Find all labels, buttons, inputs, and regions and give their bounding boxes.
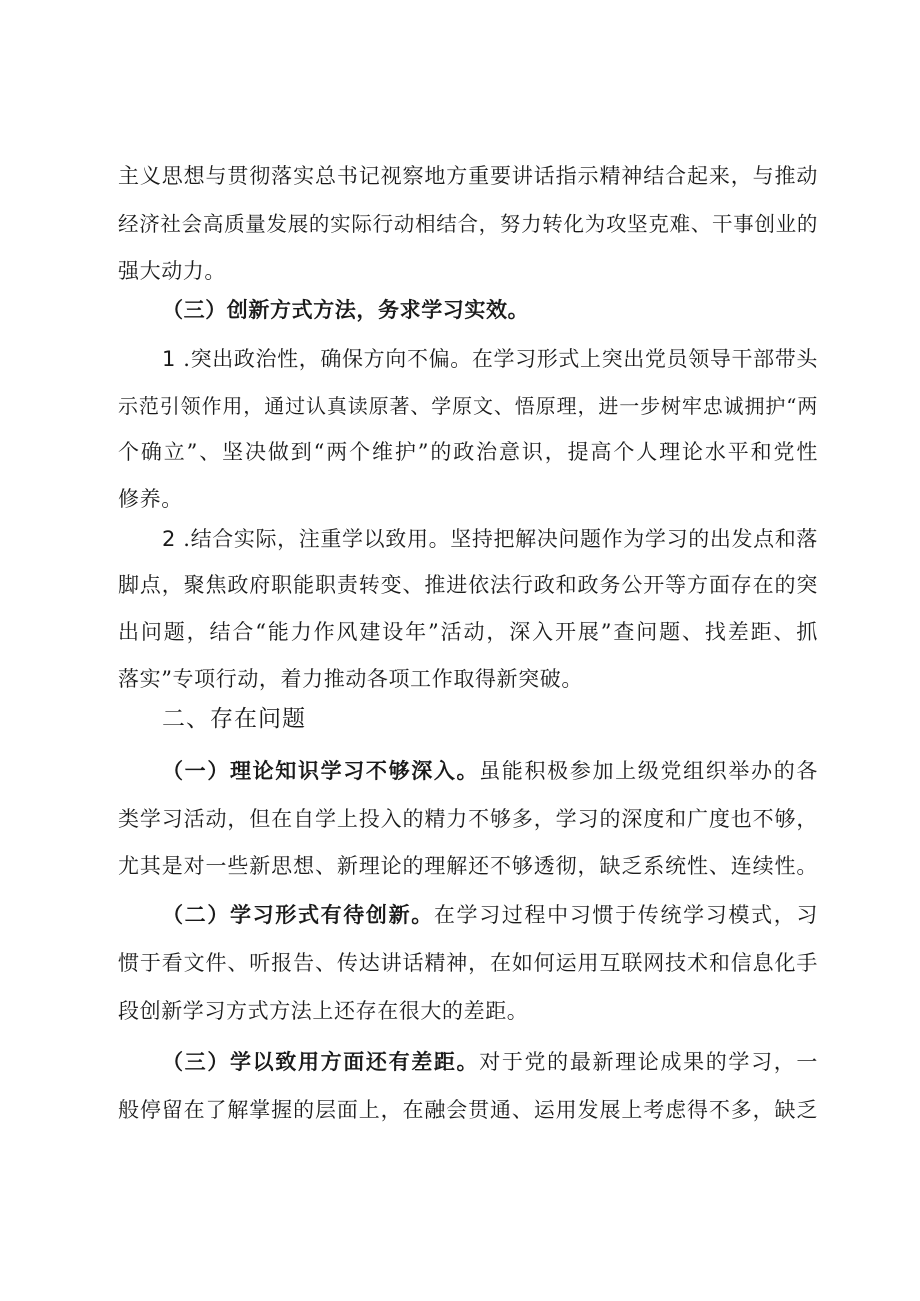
problem-line <box>162 758 818 784</box>
paragraph-line: 类学习活动，但在自学上投入的精力不够多，学习的深度和广度也不够， <box>118 807 818 831</box>
problem-title: （二）学习形式有待创新。 <box>162 902 434 927</box>
paragraph-line: 示范引领作用，通过认真读原著、学原文、悟原理，进一步树牢忠诚拥护“两 <box>118 394 818 418</box>
item-number: 1 <box>162 347 176 371</box>
paragraph-line: 脚点，聚焦政府职能职责转变、推进依法行政和政务公开等方面存在的突 <box>118 573 818 597</box>
part-heading: 二、存在问题 <box>162 706 306 732</box>
numbered-item-line <box>162 526 818 552</box>
problem-text: 在学习过程中习惯于传统学习模式，习 <box>433 903 818 927</box>
problem-title: （一）理论知识学习不够深入。 <box>162 758 480 783</box>
problem-text: 虽能积极参加上级党组织举办的各 <box>479 759 818 783</box>
paragraph-line: 经济社会高质量发展的实际行动相结合，努力转化为攻坚克难、干事创业的 <box>118 212 818 236</box>
paragraph-line: 修养。 <box>118 487 183 511</box>
problem-title: （三）学以致用方面还有差距。 <box>162 1049 480 1074</box>
paragraph-line: 出问题，结合“能力作风建设年”活动，深入开展”查问题、找差距、抓 <box>118 620 818 644</box>
paragraph-line: 落实”专项行动，着力推动各项工作取得新突破。 <box>118 667 583 691</box>
problem-line <box>162 1049 818 1075</box>
problem-line <box>162 902 818 928</box>
item-text: .突出政治性，确保方向不偏。在学习形式上突出党员领导干部带头 <box>183 347 818 371</box>
paragraph-line: 个确立”、坚决做到“两个维护”的政治意识，提高个人理论水平和党性 <box>118 440 818 464</box>
numbered-item-line <box>162 346 818 372</box>
paragraph-line: 段创新学习方式方法上还存在很大的差距。 <box>118 999 529 1023</box>
paragraph-line: 惯于看文件、听报告、传达讲话精神，在如何运用互联网技术和信息化手 <box>118 951 818 975</box>
item-text: .结合实际，注重学以致用。坚持把解决问题作为学习的出发点和落 <box>183 527 818 551</box>
section-heading: （三）创新方式方法，务求学习实效。 <box>162 297 530 322</box>
problem-text: 对于党的最新理论成果的学习，一 <box>479 1050 818 1074</box>
item-number: 2 <box>162 527 176 551</box>
paragraph-line: 般停留在了解掌握的层面上，在融会贯通、运用发展上考虑得不多，缺乏 <box>118 1098 818 1122</box>
paragraph-line: 强大动力。 <box>118 259 226 283</box>
paragraph-line: 尤其是对一些新思想、新理论的理解还不够透彻，缺乏系统性、连续性。 <box>118 854 818 878</box>
paragraph-line: 主义思想与贯彻落实总书记视察地方重要讲话指示精神结合起来，与推动 <box>118 164 818 188</box>
